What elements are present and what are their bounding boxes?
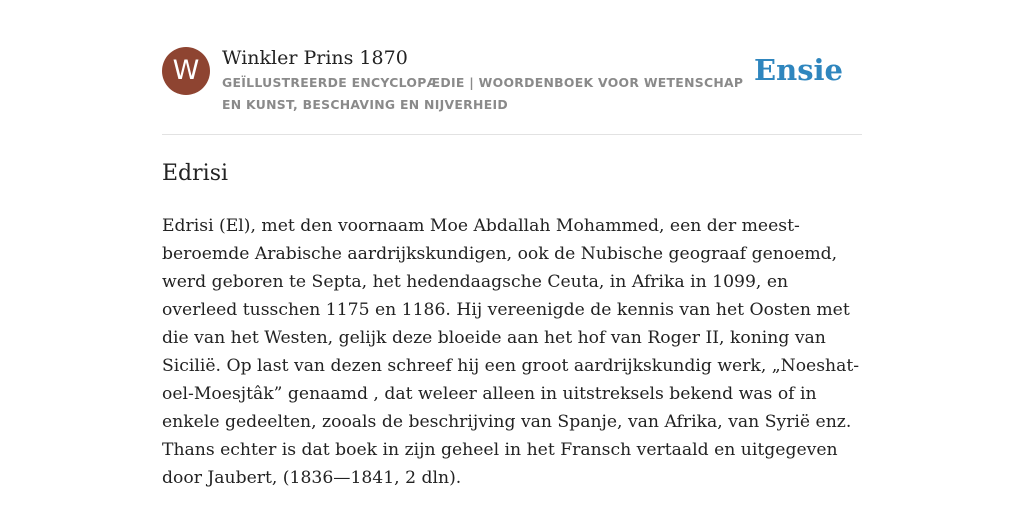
source-title[interactable]: Winkler Prins 1870 [222,47,408,69]
source-header [162,46,862,118]
header-divider [162,134,862,135]
article-body: Edrisi (El), met den voornaam Moe Abdallah Mohammed, een der meestberoemde Arabische aardrijkskundigen, ook de Nubische geograaf genoemd, werd geboren te Septa, het hedendaagsche Ceuta, in Afrika in 1099, en overleed tusschen 1175 en 1186. Hij vereenigde de kennis van het Oosten met die van het Westen, gelijk deze bloeide aan het hof van Roger II, koning van Sicilië. Op last van dezen schreef hij een groot aardrijkskundig werk, „Noeshat-oel-Moesjtâk” genaamd , dat weleer alleen in uitstreksels bekend was of in enkele gedeelten, zooals de beschrijving van Spanje, van Afrika, van Syrië enz. Thans echter is dat boek in zijn geheel in het Fransch vertaald en uitgegeven door Jaubert, (1836—1841, 2 dln). [162,216,860,488]
ensie-logo[interactable]: Ensie [754,53,843,87]
source-avatar: W [162,47,210,95]
source-subtitle: GEÏLLUSTREERDE ENCYCLOPÆDIE | WOORDENBOEK VOOR WETENSCHAP EN KUNST, BESCHAVING EN NIJVERHEID [222,75,744,112]
article-title: Edrisi [162,161,229,186]
